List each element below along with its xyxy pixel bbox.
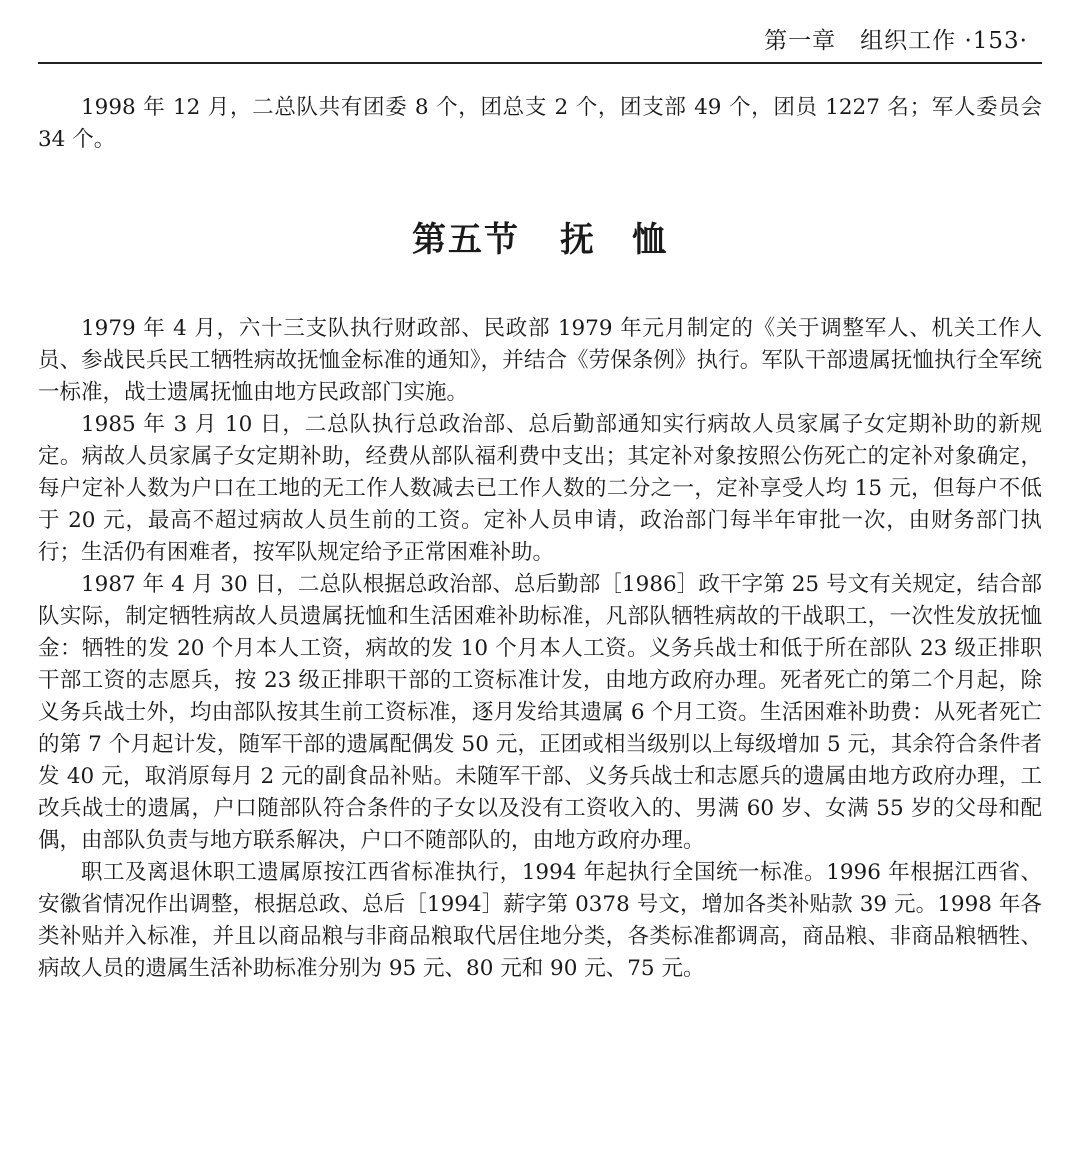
section-heading bbox=[0, 212, 1080, 261]
running-header bbox=[38, 18, 1042, 64]
body-paragraph: 职工及离退休职工遗属原按江西省标准执行，1994 年起执行全国统一标准。1996 年根据江西省、安徽省情况作出调整，根据总政、总后［1994］薪字第 0378 号文，增加各类补贴款 39 元。1998 年各类补贴并入标准，并且以商品粮与非商品粮取代居住地分类，各类标准都调高，商品粮、非商品粮牺牲、病故人员的遗属生活补助标准分别为 95 元、80 元和 90 元、75 元。 bbox=[38, 860, 1042, 981]
section-body bbox=[38, 313, 1042, 985]
body-paragraph: 1987 年 4 月 30 日，二总队根据总政治部、总后勤部［1986］政干字第 25 号文有关规定，结合部队实际，制定牺牲病故人员遗属抚恤和生活困难补助标准，凡部队牺牲病故的干战职工，一次性发放抚恤金：牺牲的发 20 个月本人工资，病故的发 10 个月本人工资。义务兵战士和低于所在部队 23 级正排职干部工资的志愿兵，按 23 级正排职干部的工资标准计发，由地方政府办理。死者死亡的第二个月起，除义务兵战士外，均由部队按其生前工资标准，逐月发给其遗属 6 个月工资。生活困难补助费：从死者死亡的第 7 个月起计发，随军干部的遗属配偶发 50 元，正团或相当级别以上每级增加 5 元，其余符合条件者发 40 元，取消原每月 2 元的副食品补贴。未随军干部、义务兵战士和志愿兵的遗属由地方政府办理，工改兵战士的遗属，户口随部队符合条件的子女以及没有工资收入的、男满 60 岁、女满 55 岁的父母和配偶，由部队负责与地方联系解决，户口不随部队的，由地方政府办理。 bbox=[38, 572, 1042, 853]
body-paragraph: 1985 年 3 月 10 日，二总队执行总政治部、总后勤部通知实行病故人员家属子女定期补助的新规定。病故人员家属子女定期补助，经费从部队福利费中支出；其定补对象按照公伤死亡的定补对象确定，每户定补人数为户口在工地的无工作人数减去已工作人数的二分之一，定补享受人均 15 元，但每户不低于 20 元，最高不超过病故人员生前的工资。定补人员申请，政治部门每半年审批一次，由财务部门执行；生活仍有困难者，按军队规定给予正常困难补助。 bbox=[38, 412, 1042, 565]
intro-paragraph: 1998 年 12 月，二总队共有团委 8 个，团总支 2 个，团支部 49 个，团员 1227 名；军人委员会 34 个。 bbox=[38, 95, 1042, 152]
body-paragraph: 1979 年 4 月，六十三支队执行财政部、民政部 1979 年元月制定的《关于调整军人、机关工作人员、参战民兵民工牺牲病故抚恤金标准的通知》，并结合《劳保条例》执行。军队干部遗属抚恤执行全军统一标准，战士遗属抚恤由地方民政部门实施。 bbox=[38, 316, 1042, 405]
section-heading-number: 第五节 bbox=[412, 220, 520, 260]
running-header-title: 第一章 组织工作 ·153· bbox=[764, 28, 1028, 54]
section-heading-topic: 抚 恤 bbox=[560, 220, 668, 260]
